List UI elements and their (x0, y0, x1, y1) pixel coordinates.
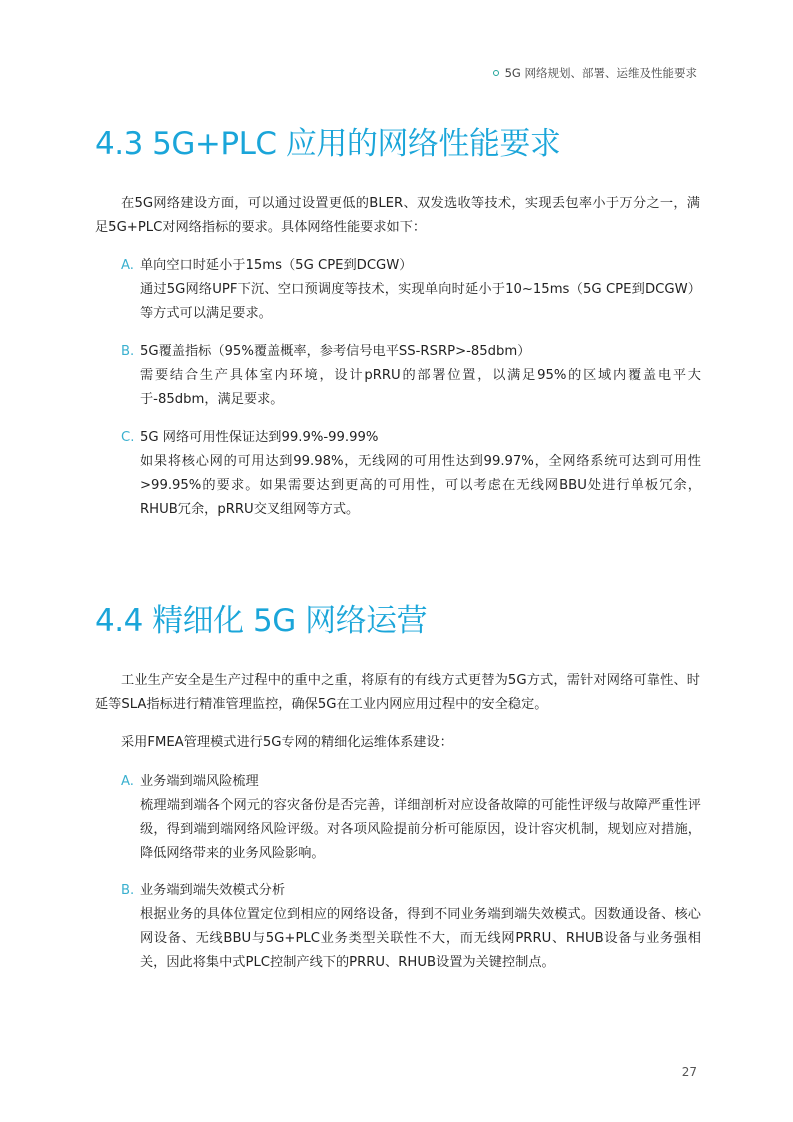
running-header-title: 5G 网络规划、部署、运维及性能要求 (504, 66, 697, 80)
section-4-3-intro: 在5G网络建设方面，可以通过设置更低的BLER、双发选收等技术，实现丢包率小于万分之一，满足5G+PLC对网络指标的要求。具体网络性能要求如下： (95, 196, 700, 235)
item-letter: C. (121, 430, 135, 445)
item-body: 通过5G网络UPF下沉、空口预调度等技术，实现单向时延小于10~15ms（5G CPE到DCGW）等方式可以满足要求。 (140, 282, 701, 321)
item-letter: B. (121, 883, 135, 898)
item-letter: A. (121, 774, 134, 789)
item-heading: 业务端到端风险梳理 (140, 774, 259, 789)
item-heading: 5G 网络可用性保证达到99.9%-99.99% (140, 430, 379, 445)
item-heading: 单向空口时延小于15ms（5G CPE到DCGW） (140, 258, 413, 273)
item-letter: B. (121, 344, 135, 359)
running-header (493, 65, 697, 81)
section-4-3-title: 4.3 5G+PLC 应用的网络性能要求 (95, 126, 561, 162)
section-4-4-title: 4.4 精细化 5G 网络运营 (95, 603, 428, 639)
page-number: 27 (681, 1065, 697, 1079)
item-body: 如果将核心网的可用达到99.98%，无线网的可用性达到99.97%，全网络系统可达到可用性>99.95%的要求。如果需要达到更高的可用性，可以考虑在无线网BBU处进行单板冗余，RHUB冗余，pRRU交叉组网等方式。 (140, 454, 701, 517)
section-4-4-para-1: 工业生产安全是生产过程中的重中之重，将原有的有线方式更替为5G方式，需针对网络可靠性、时延等SLA指标进行精准管理监控，确保5G在工业内网应用过程中的安全稳定。 (95, 673, 700, 712)
requirement-item-c (121, 426, 701, 522)
operation-item-a (121, 770, 701, 866)
circle-bullet-icon (493, 70, 499, 76)
requirement-item-a (121, 254, 701, 326)
item-body: 梳理端到端各个网元的容灾备份是否完善，详细剖析对应设备故障的可能性评级与故障严重性评级，得到端到端网络风险评级。对各项风险提前分析可能原因，设计容灾机制，规划应对措施，降低网络带来的业务风险影响。 (140, 798, 701, 861)
item-letter: A. (121, 258, 134, 273)
section-4-4-para-2: 采用FMEA管理模式进行5G专网的精细化运维体系建设： (121, 735, 453, 750)
operation-item-b (121, 879, 701, 975)
item-body: 需要结合生产具体室内环境，设计pRRU的部署位置，以满足95%的区域内覆盖电平大于-85dbm，满足要求。 (140, 368, 701, 407)
item-body: 根据业务的具体位置定位到相应的网络设备，得到不同业务端到端失效模式。因数通设备、核心网设备、无线BBU与5G+PLC业务类型关联性不大，而无线网PRRU、RHUB设备与业务强相关，因此将集中式PLC控制产线下的PRRU、RHUB设置为关键控制点。 (140, 907, 701, 970)
item-heading: 业务端到端失效模式分析 (140, 883, 286, 898)
item-heading: 5G覆盖指标（95%覆盖概率，参考信号电平SS-RSRP>-85dbm） (140, 344, 531, 359)
requirement-item-b (121, 340, 701, 412)
